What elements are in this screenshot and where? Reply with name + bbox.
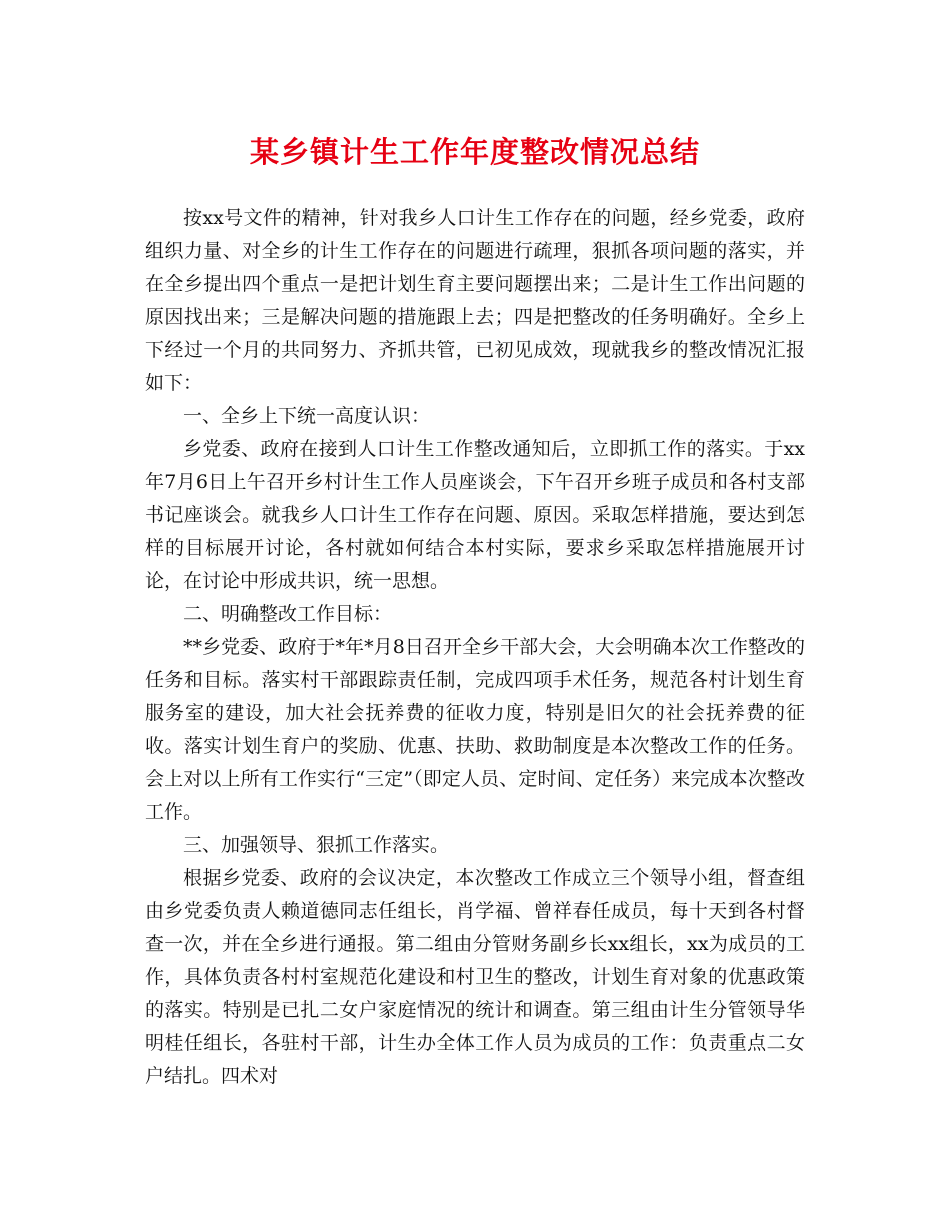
paragraph-section-1: 乡党委、政府在接到人口计生工作整改通知后，立即抓工作的落实。于xx年7月6日上午召开乡村计生工作人员座谈会，下午召开乡班子成员和各村支部书记座谈会。就我乡人口计生工作存在问题、原因。采取怎样措施，要达到怎样的目标展开讨论，各村就如何结合本村实际，要求乡采取怎样措施展开讨论，在讨论中形成共识，统一思想。 <box>145 438 805 592</box>
document-body <box>145 202 805 1093</box>
section-heading-1: 一、全乡上下统一高度认识： <box>183 405 431 427</box>
document-title: 某乡镇计生工作年度整改情况总结 <box>249 135 700 169</box>
section-heading-3: 三、加强领导、狠抓工作落实。 <box>183 834 450 856</box>
paragraph-section-3: 根据乡党委、政府的会议决定，本次整改工作成立三个领导小组，督查组由乡党委负责人赖道德同志任组长，肖学福、曾祥春任成员，每十天到各村督查一次，并在全乡进行通报。第二组由分管财务副乡长xx组长，xx为成员的工作，具体负责各村村室规范化建设和村卫生的整改，计划生育对象的优惠政策的落实。特别是已扎二女户家庭情况的统计和调查。第三组由计生分管领导华明桂任组长，各驻村干部，计生办全体工作人员为成员的工作：负责重点二女户结扎。四术对 <box>145 867 805 1087</box>
section-heading-2: 二、明确整改工作目标： <box>183 603 393 625</box>
paragraph-intro: 按xx号文件的精神，针对我乡人口计生工作存在的问题，经乡党委，政府组织力量、对全乡的计生工作存在的问题进行疏理，狠抓各项问题的落实，并在全乡提出四个重点一是把计划生育主要问题摆出来；二是计生工作出问题的原因找出来；三是解决问题的措施跟上去；四是把整改的任务明确好。全乡上下经过一个月的共同努力、齐抓共管，已初见成效，现就我乡的整改情况汇报如下： <box>145 207 805 394</box>
paragraph-section-2: **乡党委、政府于*年*月8日召开全乡干部大会，大会明确本次工作整改的任务和目标。落实村干部跟踪责任制，完成四项手术任务，规范各村计划生育服务室的建设，加大社会抚养费的征收力度，特别是旧欠的社会抚养费的征收。落实计划生育户的奖励、优惠、扶助、救助制度是本次整改工作的任务。会上对以上所有工作实行“三定”（即定人员、定时间、定任务）来完成本次整改工作。 <box>145 636 805 823</box>
